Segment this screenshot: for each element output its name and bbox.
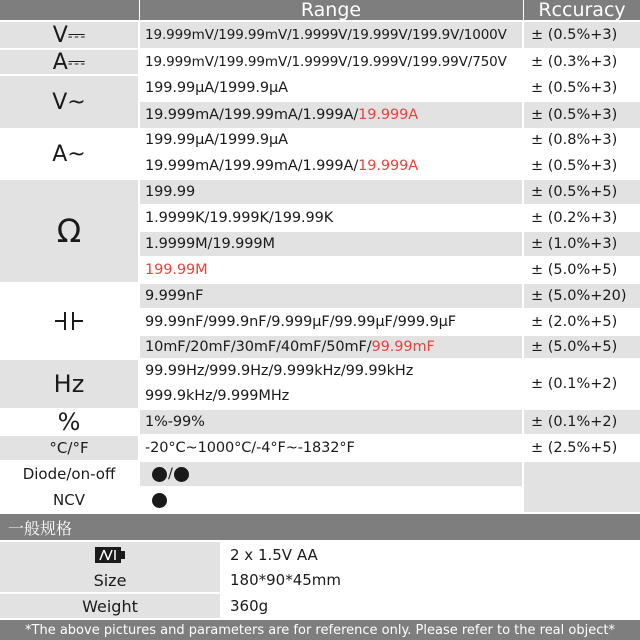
range-resistance-2: 1.9999K/19.999K/199.99K: [140, 206, 522, 230]
range-capacitance-3-text: 10mF/20mF/30mF/40mF/50mF/: [145, 339, 372, 355]
weight-label: Weight: [0, 594, 220, 618]
range-capacitance-3: [140, 336, 522, 358]
header-range: Range: [140, 0, 522, 20]
header-divider-1: [139, 0, 140, 20]
header-divider-2: [523, 0, 524, 20]
ncv-dot-icon: [152, 493, 167, 508]
symbol-ncv: NCV: [0, 488, 138, 512]
accuracy-capacitance-1: ± (5.0%+20): [524, 284, 640, 308]
accuracy-resistance-2: ± (0.2%+3): [524, 206, 640, 230]
accuracy-frequency: ± (0.1%+2): [524, 360, 640, 408]
range-ac-current-2-highlight: 19.999A: [358, 158, 419, 174]
size-value: 180*90*45mm: [222, 568, 640, 592]
capacitor-icon: [53, 309, 85, 333]
range-ac-voltage-2-highlight: 19.999A: [358, 107, 419, 123]
diode-separator: /: [168, 466, 173, 482]
accuracy-resistance-3: ± (1.0%+3): [524, 232, 640, 256]
range-ac-voltage-2: [140, 102, 522, 128]
range-ac-current-2-text: 19.999mA/199.99mA/1.999A/: [145, 158, 359, 174]
range-resistance-3: 1.9999M/19.999M: [140, 232, 522, 256]
range-frequency-1: 99.99Hz/999.9Hz/9.999kHz/99.99kHz: [140, 360, 522, 382]
footer-disclaimer: *The above pictures and parameters are for reference only. Please refer to the real object*: [0, 620, 640, 640]
size-label: Size: [0, 568, 220, 592]
general-spec-title: 一般规格: [0, 514, 640, 540]
range-diode: [140, 462, 522, 486]
symbol-capacitance: [0, 284, 138, 358]
symbol-frequency: Hz: [0, 360, 138, 408]
symbol-dc-current: A⎓: [0, 50, 138, 74]
weight-value: 360g: [222, 594, 640, 618]
accuracy-resistance-1: ± (0.5%+5): [524, 180, 640, 204]
accuracy-temperature: ± (2.5%+5): [524, 436, 640, 460]
accuracy-capacitance-2: ± (2.0%+5): [524, 310, 640, 334]
range-duty-cycle: 1%-99%: [140, 410, 522, 434]
range-ac-current-1: 199.99μA/1999.9μA: [140, 128, 522, 152]
header-accuracy: Rccuracy: [524, 0, 640, 20]
battery-value: 2 x 1.5V AA: [222, 542, 640, 568]
symbol-duty-cycle: %: [0, 410, 138, 434]
symbol-diode: Diode/on-off: [0, 462, 138, 486]
range-capacitance-3-highlight: 99.99mF: [371, 339, 435, 355]
accuracy-ac-current-2: ± (0.5%+3): [524, 154, 640, 178]
accuracy-capacitance-3: ± (5.0%+5): [524, 336, 640, 358]
symbol-resistance: Ω: [0, 180, 138, 282]
accuracy-dc-voltage: ± (0.5%+3): [524, 22, 640, 48]
range-capacitance-1: 9.999nF: [140, 284, 522, 308]
symbol-temperature: °C/°F: [0, 436, 138, 460]
accuracy-resistance-4: ± (5.0%+5): [524, 258, 640, 282]
battery-label-cell: [0, 542, 220, 568]
range-frequency-2: 999.9kHz/9.999MHz: [140, 384, 522, 408]
range-dc-voltage: 19.999mV/199.99mV/1.9999V/19.999V/199.9V/1000V: [140, 22, 522, 48]
range-resistance-1: 199.99: [140, 180, 522, 204]
battery-icon: [94, 546, 126, 564]
accuracy-blank: [524, 462, 640, 512]
accuracy-ac-current-1: ± (0.8%+3): [524, 128, 640, 152]
accuracy-ac-voltage-1: ± (0.5%+3): [524, 76, 640, 100]
symbol-dc-voltage: V⎓: [0, 22, 138, 48]
range-temperature: -20°C~1000°C/-4°F~-1832°F: [140, 436, 522, 460]
range-ac-voltage-1: 199.99μA/1999.9μA: [140, 76, 522, 100]
range-ncv: [140, 488, 522, 512]
symbol-ac-voltage: V~: [0, 76, 138, 128]
symbol-ac-current: A~: [0, 128, 138, 180]
range-ac-voltage-2-text: 19.999mA/199.99mA/1.999A/: [145, 107, 359, 123]
accuracy-duty-cycle: ± (0.1%+2): [524, 410, 640, 434]
accuracy-dc-current: ± (0.3%+3): [524, 50, 640, 74]
range-dc-current: 19.999mV/199.99mV/1.9999V/19.999V/199.99V/750V: [140, 50, 522, 74]
continuity-dot-icon: [174, 467, 189, 482]
accuracy-ac-voltage-2: ± (0.5%+3): [524, 102, 640, 128]
range-ac-current-2: [140, 154, 522, 178]
diode-dot-icon: [152, 467, 167, 482]
range-resistance-4: 199.99M: [140, 258, 522, 282]
range-capacitance-2: 99.99nF/999.9nF/9.999μF/99.99μF/999.9μF: [140, 310, 522, 334]
